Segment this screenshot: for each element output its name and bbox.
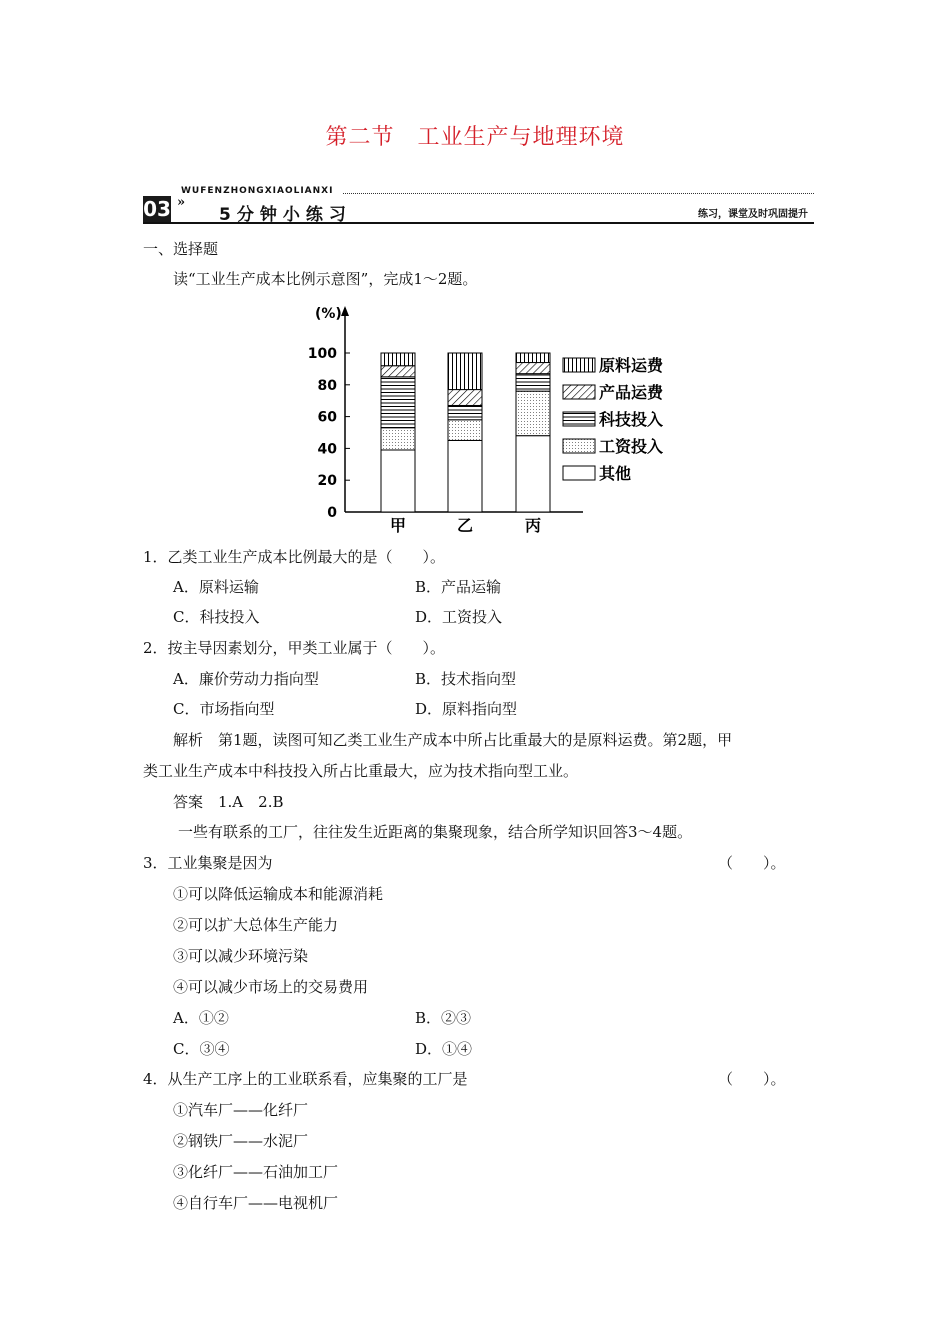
bar-segment	[516, 391, 550, 436]
y-axis-label: (%)	[315, 306, 342, 322]
question-2-option-b: B．技术指向型	[415, 670, 517, 688]
intro-text: 读“工业生产成本比例示意图”，完成1～2题。	[173, 270, 478, 288]
question-2-option-a: A．廉价劳动力指向型	[173, 670, 319, 688]
banner-arrows-icon: »	[177, 195, 186, 210]
question-3-paren: （ ）。	[718, 854, 786, 872]
bar-segment	[516, 363, 550, 374]
question-1-option-a: A．原料运输	[173, 578, 259, 596]
question-3-item-2: ②可以扩大总体生产能力	[173, 916, 339, 934]
question-2-stem: 2．按主导因素划分，甲类工业属于（ ）。	[143, 639, 446, 657]
question-2-option-c: C．市场指向型	[173, 700, 275, 718]
question-4-item-1: ①汽车厂——化纤厂	[173, 1101, 309, 1119]
legend-label: 科技投入	[599, 410, 664, 429]
bar-segment	[381, 450, 415, 512]
question-1-option-c: C．科技投入	[173, 608, 260, 626]
x-tick-label: 丙	[524, 516, 542, 535]
banner-pinyin: WUFENZHONGXIAOLIANXI	[181, 186, 334, 196]
y-axis-arrow-icon	[341, 306, 349, 316]
bar-segment	[448, 390, 482, 406]
answer-line: 答案 1.A 2.B	[173, 793, 284, 811]
question-2-option-d: D．原料指向型	[415, 700, 518, 718]
question-3-option-c: C．③④	[173, 1040, 230, 1058]
bar-segment	[448, 405, 482, 419]
analysis-line-2: 类工业生产成本中科技投入所占比重最大，应为技术指向型工业。	[143, 762, 579, 780]
y-tick-label: 100	[307, 346, 337, 362]
banner-dotted-line	[343, 193, 814, 194]
legend-swatch	[563, 439, 595, 453]
bar-segment	[381, 366, 415, 377]
banner-heading: 5分钟小练习	[219, 205, 352, 225]
legend-label: 工资投入	[599, 437, 664, 456]
intro-text-2: 一些有联系的工厂，往往发生近距离的集聚现象，结合所学知识回答3～4题。	[178, 823, 693, 841]
x-tick-label: 甲	[389, 516, 407, 535]
page-title: 第二节 工业生产与地理环境	[325, 125, 625, 150]
legend-label: 其他	[599, 464, 632, 483]
y-tick-label: 0	[327, 505, 337, 521]
question-1-stem: 1．乙类工业生产成本比例最大的是（ ）。	[143, 548, 446, 566]
question-3-item-3: ③可以减少环境污染	[173, 947, 309, 965]
question-3-item-4: ④可以减少市场上的交易费用	[173, 978, 369, 996]
question-1-option-b: B．产品运输	[415, 578, 502, 596]
legend-swatch	[563, 358, 595, 372]
legend-label: 原料运费	[599, 356, 664, 375]
legend-swatch	[563, 466, 595, 480]
legend-swatch	[563, 412, 595, 426]
question-4-item-4: ④自行车厂——电视机厂	[173, 1194, 339, 1212]
analysis-line-1: 解析 第1题，读图可知乙类工业生产成本中所占比重最大的是原料运费。第2题，甲	[173, 731, 733, 749]
bar-segment	[448, 420, 482, 441]
bar-segment	[381, 428, 415, 450]
question-4-item-2: ②钢铁厂——水泥厂	[173, 1132, 309, 1150]
bar-segment	[448, 440, 482, 512]
bar-segment	[448, 353, 482, 390]
question-1-option-d: D．工资投入	[415, 608, 503, 626]
y-tick-label: 80	[317, 377, 337, 394]
question-3-stem: 3．工业集聚是因为	[143, 854, 273, 872]
y-tick-label: 60	[317, 409, 337, 426]
question-4-item-3: ③化纤厂——石油加工厂	[173, 1163, 339, 1181]
question-4-stem: 4．从生产工序上的工业联系看，应集聚的工厂是	[143, 1070, 468, 1088]
y-tick-label: 20	[317, 473, 337, 490]
legend-swatch	[563, 385, 595, 399]
banner-subtitle: 练习，课堂及时巩固提升	[698, 209, 808, 220]
section-banner	[143, 186, 814, 226]
question-3-item-1: ①可以降低运输成本和能源消耗	[173, 885, 384, 903]
bar-segment	[516, 374, 550, 391]
question-3-option-d: D．①④	[415, 1040, 473, 1058]
cost-ratio-chart	[295, 300, 695, 540]
question-4-paren: （ ）。	[718, 1070, 786, 1088]
banner-rule	[143, 222, 814, 224]
legend-label: 产品运费	[599, 383, 664, 402]
bar-segment	[516, 353, 550, 363]
y-tick-label: 40	[317, 441, 337, 458]
question-3-option-a: A．①②	[173, 1009, 229, 1027]
section-heading: 一、选择题	[143, 240, 219, 258]
x-tick-label: 乙	[456, 516, 474, 535]
banner-number: 03	[143, 197, 171, 221]
bar-segment	[381, 353, 415, 366]
bar-segment	[516, 436, 550, 512]
question-3-option-b: B．②③	[415, 1009, 472, 1027]
bar-segment	[381, 377, 415, 428]
